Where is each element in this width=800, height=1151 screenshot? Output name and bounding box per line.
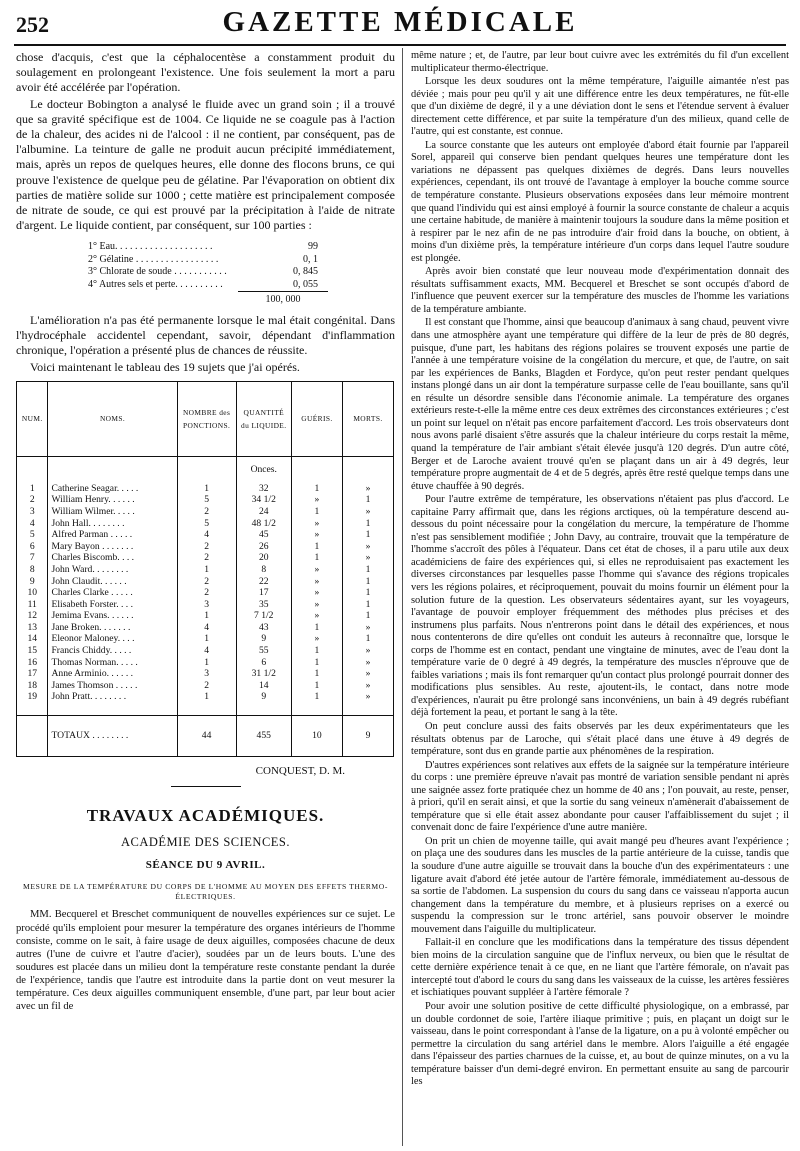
patient-name: Jemima Evans. . . . . . xyxy=(48,610,177,622)
row-number: 9 xyxy=(17,576,48,588)
column-divider xyxy=(402,48,403,1146)
patient-name: Jane Broken. . . . . . . xyxy=(48,622,177,634)
row-quantite: 31 1/2 xyxy=(236,668,291,680)
row-morts: 1 xyxy=(342,587,393,599)
table-row xyxy=(17,587,394,599)
composition-value: 0, 1 xyxy=(303,253,318,265)
composition-row xyxy=(88,266,328,279)
patient-name: John Ward. . . . . . . . xyxy=(48,564,177,576)
patient-name: Thomas Norman. . . . . xyxy=(48,657,177,669)
row-morts: » xyxy=(342,680,393,692)
table-row xyxy=(17,564,394,576)
seance-heading: SÉANCE DU 9 AVRIL. xyxy=(145,859,266,872)
row-ponctions: 3 xyxy=(177,599,236,611)
row-gueris: » xyxy=(291,610,342,622)
patient-name: Charles Clarke . . . . . xyxy=(48,587,177,599)
header-gueris: GUÉRIS. xyxy=(291,381,342,456)
row-ponctions: 1 xyxy=(177,691,236,703)
row-gueris: 1 xyxy=(291,552,342,564)
patient-name: John Pratt. . . . . . . . xyxy=(48,691,177,703)
row-number: 17 xyxy=(17,668,48,680)
row-ponctions: 2 xyxy=(177,680,236,692)
row-number: 5 xyxy=(17,529,48,541)
row-ponctions: 1 xyxy=(177,564,236,576)
right-paragraph-11: Pour avoir une solution positive de cette difficulté physiologique, on a embrassé, par un double cordonnet de soie, l'artère iliaque primitive ; puis, en plaçant un doigt sur le vaisseau, dans le point correspondant à l'anse de la ligature, on a pu à volonté empêcher ou permettre la circulation du sang artériel dans le membre. Alors l'aiguille a été engagée dans l'épaisseur des parties charnues de la cuisse, et, au bout de quinze minutes, on a vu la température baisser d'un demi-degré environ. En permettant ensuite au sang de parcourir les xyxy=(411,1001,789,1088)
composition-value: 0, 055 xyxy=(293,278,318,290)
table-row xyxy=(17,506,394,518)
row-number: 11 xyxy=(17,599,48,611)
row-number: 13 xyxy=(17,622,48,634)
totals-label: TOTAUX . . . . . . . . xyxy=(48,716,177,757)
header-num: NUM. xyxy=(17,381,48,456)
row-quantite: 9 xyxy=(236,633,291,645)
right-paragraph-9: On prit un chien de moyenne taille, qui avait mangé peu d'heures avant l'expérience ; on plaça une des soudures dans les muscles de la partie antérieure de la cuisse, tandis que la soudure d'une autre aiguille se trouvait dans la bouche d'un des expérimentateurs : une ligature avait d'abord été jetée autour de l'artère fémorale, immédiatement au-dessous de sa sortie de l'abdomen. La suspension du cours du sang dans ce vaisseau n'apporta aucun changement dans la température du membre, et à plusieurs reprises on a exercé ou suspendu la compression sur le tronc artériel, sans pouvoir observer le moindre mouvement dans l'aiguille du multiplicateur. xyxy=(411,835,789,935)
left-paragraph-3: L'amélioration n'a pas été permanente lorsque le mal était congénital. Dans l'hydrocéphale accidentel cependant, savoir, dépendant d'inflammation chronique, l'opération a présenté plus de chances de réussite. xyxy=(16,312,395,358)
table-row xyxy=(17,680,394,692)
patient-name: Elisabeth Forster. . . . xyxy=(48,599,177,611)
row-morts: » xyxy=(342,541,393,553)
row-morts: 1 xyxy=(342,610,393,622)
row-quantite: 8 xyxy=(236,564,291,576)
patient-name: James Thomson . . . . . xyxy=(48,680,177,692)
table-row xyxy=(17,541,394,553)
unit-label: Onces. xyxy=(236,456,291,483)
academy-heading: ACADÉMIE DES SCIENCES. xyxy=(121,835,290,850)
row-number: 18 xyxy=(17,680,48,692)
header-quantite: QUANTITÉ du LIQUIDE. xyxy=(236,381,291,456)
author-signature: CONQUEST, D. M. xyxy=(255,765,345,778)
row-ponctions: 2 xyxy=(177,541,236,553)
composition-value: 0, 845 xyxy=(293,266,318,278)
row-ponctions: 4 xyxy=(177,529,236,541)
row-number: 7 xyxy=(17,552,48,564)
table-row xyxy=(17,483,394,495)
row-morts: 1 xyxy=(342,576,393,588)
right-paragraph-10: Fallait-il en conclure que les modifications dans la température des tissus dépendent bien moins de la circulation sanguine que de l'influx nerveux, ou bien que le résultat de cette dernière expérience tenait à ce que, en ne liant que l'artère fémorale, on n'avait pas intercepté tout d'abord le cours du sang dans les vaisseaux de la cuisse, les artères fessières et ischiatiques pouvant suppléer à l'artère fémorale ? xyxy=(411,937,789,999)
row-quantite: 45 xyxy=(236,529,291,541)
row-morts: 1 xyxy=(342,599,393,611)
row-number: 3 xyxy=(17,506,48,518)
totals-row xyxy=(17,716,394,757)
row-quantite: 34 1/2 xyxy=(236,494,291,506)
row-ponctions: 4 xyxy=(177,645,236,657)
row-quantite: 9 xyxy=(236,691,291,703)
row-gueris: 1 xyxy=(291,645,342,657)
composition-row xyxy=(88,241,328,254)
total-ponctions: 44 xyxy=(177,716,236,757)
row-gueris: 1 xyxy=(291,668,342,680)
composition-list xyxy=(88,241,328,307)
row-gueris: 1 xyxy=(291,483,342,495)
row-number: 8 xyxy=(17,564,48,576)
row-ponctions: 2 xyxy=(177,552,236,564)
right-paragraph-8: D'autres expériences sont relatives aux effets de la saignée sur la température intérieure du corps : une première épreuve n'avait pas montré de variation sensible pendant ni après une saignée assez forte pratiquée chez un homme de 40 ans ; l'on pouvait, au reste, penser, à priori, qu'il en serait ainsi, et que la sortie du sang veineux n'amènerait d'abaissement de température que si elle était assez abondante pour causer l'affaiblissement du sujet ; il convenait donc de faire l'expérience d'une autre manière. xyxy=(411,759,789,834)
patient-name: John Hall. . . . . . . . xyxy=(48,518,177,530)
row-gueris: 1 xyxy=(291,691,342,703)
row-ponctions: 1 xyxy=(177,610,236,622)
composition-total: 100, 000 xyxy=(238,291,328,307)
row-number: 19 xyxy=(17,691,48,703)
row-morts: » xyxy=(342,645,393,657)
row-ponctions: 2 xyxy=(177,506,236,518)
row-gueris: » xyxy=(291,633,342,645)
row-ponctions: 4 xyxy=(177,622,236,634)
row-number: 4 xyxy=(17,518,48,530)
row-quantite: 35 xyxy=(236,599,291,611)
row-ponctions: 5 xyxy=(177,494,236,506)
composition-row xyxy=(88,279,328,292)
article-subject: MESURE DE LA TEMPÉRATURE DU CORPS DE L'HOMME AU MOYEN DES EFFETS THERMO-ÉLECTRIQUES. xyxy=(23,882,388,902)
row-ponctions: 1 xyxy=(177,633,236,645)
left-paragraph-5: MM. Becquerel et Breschet communiquent de nouvelles expériences sur ce sujet. Le procédé qu'ils emploient pour mesurer la température des organes intérieurs de l'homme consiste, comme on le sait, à faire usage de deux aiguilles, composées chacune de deux autres (l'une de cuivre et l'autre d'acier), soudées par un de leurs bouts. L'une des soudures est placée dans un milieu dont la température reste constante pendant la durée de l'expérience, tandis que l'autre est introduite dans la partie dont on veut mesurer la température. Ces deux aiguilles communiquent ensemble, d'une part, par leur bout acier avec un fil de xyxy=(16,909,395,1013)
table-row xyxy=(17,529,394,541)
row-quantite: 22 xyxy=(236,576,291,588)
table-row xyxy=(17,668,394,680)
row-number: 2 xyxy=(17,494,48,506)
right-paragraph-3: La source constante que les auteurs ont employée d'abord était fournie par l'appareil Sorel, appareil qui conserve bien pendant quelques heures une température dont les variations ne dépassent pas quelques dixièmes de degrés. Dans leurs nouvelles expériences, cependant, ils ont trouvé de l'avantage à employer la bouche comme source de température constante. Plusieurs observations exposées dans leur mémoire montrent que quand l'individu qui est ainsi employé à fournir la source constante de chaleur a acquis une certaine habitude, de manière à maintenir toujours la soudure dans la même position et à respirer par le nez afin de ne pas introduire d'air froid dans la bouche, on obtient, à moins d'un dixième près, la température intérieure d'un corps dans lequel l'autre soudure est plongée. xyxy=(411,139,789,264)
patient-name: William Henry. . . . . . xyxy=(48,494,177,506)
right-paragraph-5: Il est constant que l'homme, ainsi que beaucoup d'animaux à sang chaud, peuvent vivre dans une atmosphère ayant une température qui diffère de la leur de près de 80 degrés, puisque, d'une part, les habitans des régions polaires se trouvent exposés une partie de l'année à une température voisine de la congélation du mercure, et que, de l'autre, on sait par les expériences de Banks, Blagden et Fordyce, qu'on peut rester pendant quelques instans plongé dans un air dont la température surpasse celle de l'eau bouillante, sans qu'il en résulte un désordre sensible dans l'économie animale. La température des organes extérieurs reste-t-elle la même entre ces deux extrêmes des circonstances extérieures ; c'est un point sur lequel on n'était pas encore parfaitement d'accord. Les trois observateurs dont nous avons parlé disaient s'être assurés que la chaleur intérieure du corps restait la même, quand la température de l'air ambiant s'était élevée jusqu'à 120 degrés. D'un autre côté, Berger et de Laroche avaient trouvé qu'en se plaçant dans un air à 49 degrés, leur température propre augmentait de 4 et de 5 degrés, après être resté quelque temps dans une étuve chauffée à 90 degrés. xyxy=(411,317,789,492)
composition-name: 2° Gélatine . . . . . . . . . . . . . . . . . xyxy=(88,253,219,265)
row-morts: » xyxy=(342,483,393,495)
patient-name: Anne Arminio. . . . . . xyxy=(48,668,177,680)
row-ponctions: 5 xyxy=(177,518,236,530)
composition-name: 4° Autres sels et perte. . . . . . . . . . xyxy=(88,278,223,290)
table-row xyxy=(17,633,394,645)
row-morts: 1 xyxy=(342,494,393,506)
row-morts: » xyxy=(342,691,393,703)
row-quantite: 24 xyxy=(236,506,291,518)
row-gueris: » xyxy=(291,564,342,576)
row-quantite: 48 1/2 xyxy=(236,518,291,530)
right-paragraph-1: même nature ; et, de l'autre, par leur bout cuivre avec les extrémités du fil d'un excellent multiplicateur thermo-électrique. xyxy=(411,50,789,74)
row-morts: 1 xyxy=(342,529,393,541)
page-header xyxy=(14,4,786,46)
composition-name: 3° Chlorate de soude . . . . . . . . . . . xyxy=(88,266,227,278)
right-paragraph-7: On peut conclure aussi des faits observés par les deux expérimentateurs que les résultats obtenus par de Laroche, qui s'était placé dans une étuve à 49 degrés de température, sont dus en grande partie aux phénomènes de la respiration. xyxy=(411,720,789,758)
section-title: TRAVAUX ACADÉMIQUES. xyxy=(86,806,325,826)
row-number: 6 xyxy=(17,541,48,553)
row-gueris: 1 xyxy=(291,622,342,634)
table-row xyxy=(17,552,394,564)
patient-name: Alfred Parman . . . . . xyxy=(48,529,177,541)
table-row xyxy=(17,645,394,657)
patient-name: William Wilmer. . . . . xyxy=(48,506,177,518)
table-row xyxy=(17,576,394,588)
patients-table xyxy=(16,381,394,757)
table-row xyxy=(17,610,394,622)
row-gueris: » xyxy=(291,587,342,599)
row-quantite: 7 1/2 xyxy=(236,610,291,622)
separator-rule xyxy=(171,786,241,787)
right-paragraph-6: Pour l'autre extrême de température, les observations n'étaient pas plus d'accord. Le capitaine Parry affirmait que, dans les régions arctiques, où la température descend au-dessous du point nécessaire pour la congélation du mercure, la température de l'homme n'est pas sensiblement modifiée ; John Davy, au contraire, trouvait que la température de l'homme s'accroît des pôles à l'équateur. Dans cet état de choses, il a paru utile aux deux académiciens de faire des expériences qui, si elles ne reproduisaient pas exactement les diverses circonstances par lesquelles passe l'homme qui s'avance des régions tropicales vers les régions polaires, et réciproquement, pouvait du moins fournir un élément pour la solution future de la question. Les observateurs sédentaires ayant, sur les voyageurs, l'avantage de pouvoir employer fréquemment des méthodes plus précises et des instrumens plus parfaits. Nous n'entrerons point dans le détail des expériences, et nous nous contenterons de dire qu'elles ont conduit les auteurs à reconnaître que, lorsque le corps de l'homme est en contact, pendant une vingtaine de minutes, avec de l'eau dont la température varie de 0 degré à 49 degrés, la température des muscles n'éprouve que de faibles variations ; mais ils font remarquer qu'un contact plus prolongé pourrait donner des modifications plus sensibles. Au reste, ajoutent-ils, le contact, dans notre mode d'expériences, n'aurait pu être prolongé sans inconvéniens, un bain à 49 degrés rubéfiant déjà fortement la peau, et portant le sang à la tête. xyxy=(411,494,789,719)
row-ponctions: 1 xyxy=(177,657,236,669)
total-quantite: 455 xyxy=(236,716,291,757)
row-ponctions: 3 xyxy=(177,668,236,680)
row-ponctions: 2 xyxy=(177,587,236,599)
composition-value: 99 xyxy=(308,241,318,253)
table-row xyxy=(17,691,394,703)
patient-name: Eleonor Maloney. . . . xyxy=(48,633,177,645)
patient-name: John Claudit. . . . . . xyxy=(48,576,177,588)
right-paragraph-2: Lorsque les deux soudures ont la même température, l'aiguille aimantée n'est pas déviée ; mais pour peu qu'il y ait une différence entre les deux températures, ne fût-elle que d'un dixième de degré, il y a une déviation dont le sens et l'étendue servent à évaluer directement cette différence, et par suite la température d'un des milieux, quand celle de l'autre, qui est constante, est connue. xyxy=(411,76,789,138)
patient-name: Charles Biscomb. . . . xyxy=(48,552,177,564)
patient-name: Catherine Seagar. . . . . xyxy=(48,483,177,495)
left-column xyxy=(16,50,395,1145)
table-row xyxy=(17,599,394,611)
row-morts: » xyxy=(342,552,393,564)
row-morts: » xyxy=(342,506,393,518)
row-number: 1 xyxy=(17,483,48,495)
table-row xyxy=(17,657,394,669)
left-paragraph-2: Le docteur Bobington a analysé le fluide avec un grand soin ; il a trouvé que sa gravité spécifique est de 1004. Ce liquide ne se coagule pas à l'action de la chaleur, des acides ni de l'alcool : il ne contient, par conséquent, pas de l'albumine. La teinture de galle ne produit aucun précipité immédiatement, mais, après un repos de quelques heures, elle donne des flocons bruns, ce qui prouve l'existence de quelque peu de gélatine. Par l'évaporation on obtient dix parties de matière solide sur 1000 ; cette matière est principalement composée de nitrate de soude, ce qui est prouvé par la précipitation à l'aide de nitrate d'argent. Le liquide contient, par conséquent, sur 100 parties : xyxy=(16,96,395,233)
row-number: 14 xyxy=(17,633,48,645)
row-gueris: 1 xyxy=(291,506,342,518)
patient-name: Francis Chiddy. . . . . xyxy=(48,645,177,657)
right-column xyxy=(411,50,789,1145)
row-quantite: 20 xyxy=(236,552,291,564)
page-number: 252 xyxy=(16,12,49,37)
left-paragraph-1: chose d'acquis, c'est que la céphalocentèse a constamment produit du soulagement en prolongeant l'existence. Une fois seulement la mort a paru avoir été accélérée par l'opération. xyxy=(16,50,395,95)
header-noms: NOMS. xyxy=(48,381,177,456)
row-ponctions: 2 xyxy=(177,576,236,588)
row-morts: 1 xyxy=(342,633,393,645)
patient-name: Mary Bayon . . . . . . . xyxy=(48,541,177,553)
journal-title: GAZETTE MÉDICALE xyxy=(222,6,578,38)
row-ponctions: 1 xyxy=(177,483,236,495)
right-paragraph-4: Après avoir bien constaté que leur nouveau mode d'expérimentation donnait des résultats suffisamment exacts, MM. Becquerel et Breschet se sont occupés d'abord de l'influence que peuvent exercer sur la température des muscles de l'homme les variations de la température ambiante. xyxy=(411,266,789,315)
header-ponctions: NOMBRE des PONCTIONS. xyxy=(177,381,236,456)
row-gueris: » xyxy=(291,529,342,541)
row-quantite: 14 xyxy=(236,680,291,692)
row-quantite: 17 xyxy=(236,587,291,599)
row-gueris: » xyxy=(291,518,342,530)
row-number: 10 xyxy=(17,587,48,599)
row-morts: » xyxy=(342,622,393,634)
table-row xyxy=(17,494,394,506)
row-gueris: 1 xyxy=(291,680,342,692)
composition-name: 1° Eau. . . . . . . . . . . . . . . . . . . . xyxy=(88,241,213,253)
row-morts: 1 xyxy=(342,518,393,530)
row-gueris: 1 xyxy=(291,657,342,669)
row-number: 12 xyxy=(17,610,48,622)
row-quantite: 43 xyxy=(236,622,291,634)
row-number: 16 xyxy=(17,657,48,669)
composition-row xyxy=(88,254,328,267)
row-gueris: » xyxy=(291,494,342,506)
row-morts: » xyxy=(342,668,393,680)
row-gueris: 1 xyxy=(291,541,342,553)
row-number: 15 xyxy=(17,645,48,657)
row-morts: » xyxy=(342,657,393,669)
total-gueris: 10 xyxy=(291,716,342,757)
total-morts: 9 xyxy=(342,716,393,757)
header-morts: MORTS. xyxy=(342,381,393,456)
row-gueris: » xyxy=(291,599,342,611)
row-gueris: » xyxy=(291,576,342,588)
row-quantite: 55 xyxy=(236,645,291,657)
row-quantite: 6 xyxy=(236,657,291,669)
row-morts: 1 xyxy=(342,564,393,576)
table-row xyxy=(17,518,394,530)
row-quantite: 32 xyxy=(236,483,291,495)
table-row xyxy=(17,622,394,634)
left-paragraph-4: Voici maintenant le tableau des 19 sujets que j'ai opérés. xyxy=(30,359,300,374)
row-quantite: 26 xyxy=(236,541,291,553)
